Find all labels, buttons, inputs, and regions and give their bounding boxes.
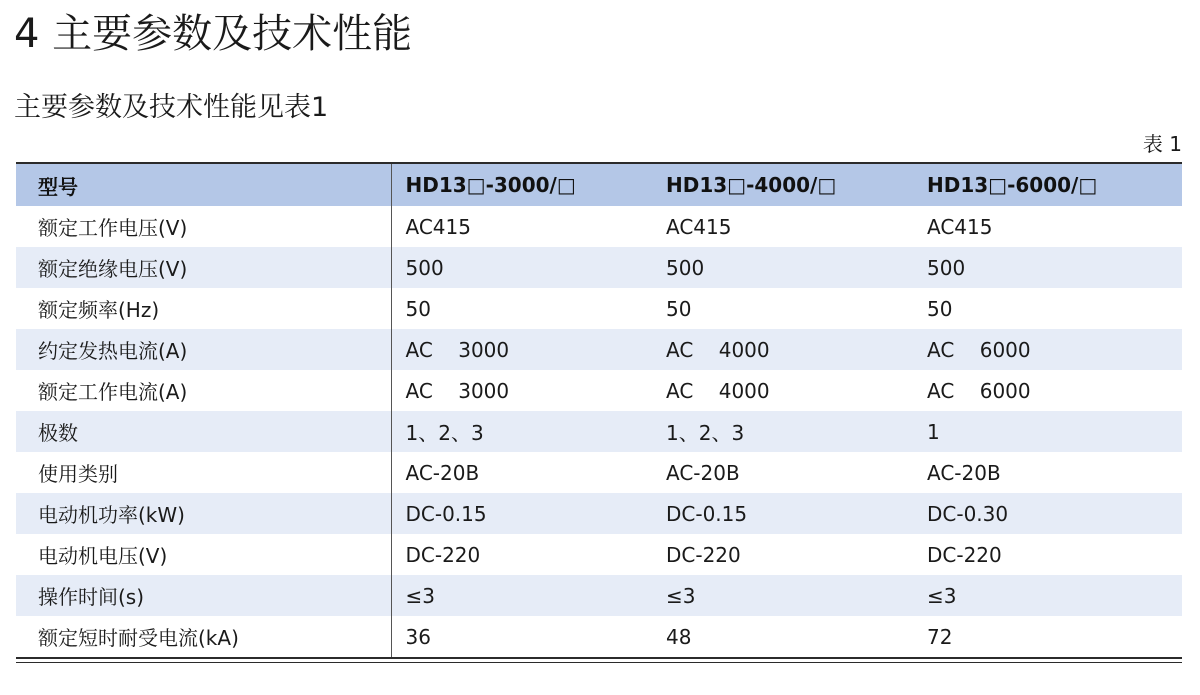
row-label: 额定工作电压(V): [16, 206, 391, 247]
row-label: 额定频率(Hz): [16, 288, 391, 329]
table-cell: DC-220: [405, 542, 481, 567]
row-label: 电动机功率(kW): [16, 493, 391, 534]
table-cell: 72: [927, 624, 953, 649]
header-hd13-6000: HD13□-6000/□: [927, 173, 1098, 197]
table-cell: AC 6000: [927, 337, 1031, 362]
table-cell: 50: [405, 296, 431, 321]
table-cell: 48: [666, 624, 692, 649]
table-header-row: [16, 164, 1182, 206]
table-cell: DC-220: [666, 542, 741, 567]
header-hd13-4000: HD13□-4000/□: [666, 173, 837, 197]
row-label: 操作时间(s): [16, 575, 391, 616]
table-cell: AC 6000: [927, 378, 1031, 403]
table-row: [16, 288, 1182, 329]
table-cell: AC415: [666, 214, 732, 239]
row-label: 额定短时耐受电流(kA): [16, 616, 391, 657]
parameter-table-container: [16, 162, 1182, 659]
row-label: 约定发热电流(A): [16, 329, 391, 370]
table-cell: 500: [666, 255, 705, 280]
table-row: [16, 575, 1182, 616]
table-cell: AC-20B: [666, 460, 740, 485]
table-cell: AC 4000: [666, 378, 770, 403]
table-cell: ≤3: [666, 583, 696, 608]
row-label: 电动机电压(V): [16, 534, 391, 575]
row-label: 极数: [16, 411, 391, 452]
table-row: [16, 329, 1182, 370]
header-hd13-3000: HD13□-3000/□: [405, 173, 576, 197]
table-row: [16, 534, 1182, 575]
parameter-table: [16, 164, 1182, 657]
row-label: 额定绝缘电压(V): [16, 247, 391, 288]
table-cell: 1: [927, 419, 940, 444]
table-cell: AC 4000: [666, 337, 770, 362]
table-cell: AC415: [927, 214, 993, 239]
table-row: [16, 616, 1182, 657]
table-cell: ≤3: [405, 583, 435, 608]
table-row: [16, 452, 1182, 493]
table-cell: AC-20B: [927, 460, 1001, 485]
table-cell: AC 3000: [405, 378, 510, 403]
table-row: [16, 370, 1182, 411]
row-label: 使用类别: [16, 452, 391, 493]
table-cell: 1、2、3: [666, 421, 745, 445]
table-cell: AC 3000: [405, 337, 510, 362]
header-model: 型号: [16, 164, 391, 206]
table-cell: ≤3: [927, 583, 957, 608]
table-row: [16, 411, 1182, 452]
table-cell: DC-0.15: [666, 501, 748, 526]
subtitle: 主要参数及技术性能见表1: [14, 92, 329, 123]
table-bottom-rule: [16, 662, 1182, 663]
table-row: [16, 247, 1182, 288]
table-cell: 50: [927, 296, 953, 321]
table-cell: DC-0.15: [405, 501, 487, 526]
table-cell: 1、2、3: [405, 421, 484, 445]
table-cell: 500: [927, 255, 966, 280]
table-cell: AC-20B: [405, 460, 480, 485]
section-title: 4 主要参数及技术性能: [14, 11, 413, 57]
table-row: [16, 206, 1182, 247]
table-cell: DC-0.30: [927, 501, 1009, 526]
table-label: 表 1: [1142, 132, 1182, 156]
table-cell: DC-220: [927, 542, 1002, 567]
table-cell: 36: [405, 624, 431, 649]
table-row: [16, 493, 1182, 534]
table-cell: AC415: [405, 214, 471, 239]
table-cell: 50: [666, 296, 692, 321]
table-cell: 500: [405, 255, 444, 280]
row-label: 额定工作电流(A): [16, 370, 391, 411]
